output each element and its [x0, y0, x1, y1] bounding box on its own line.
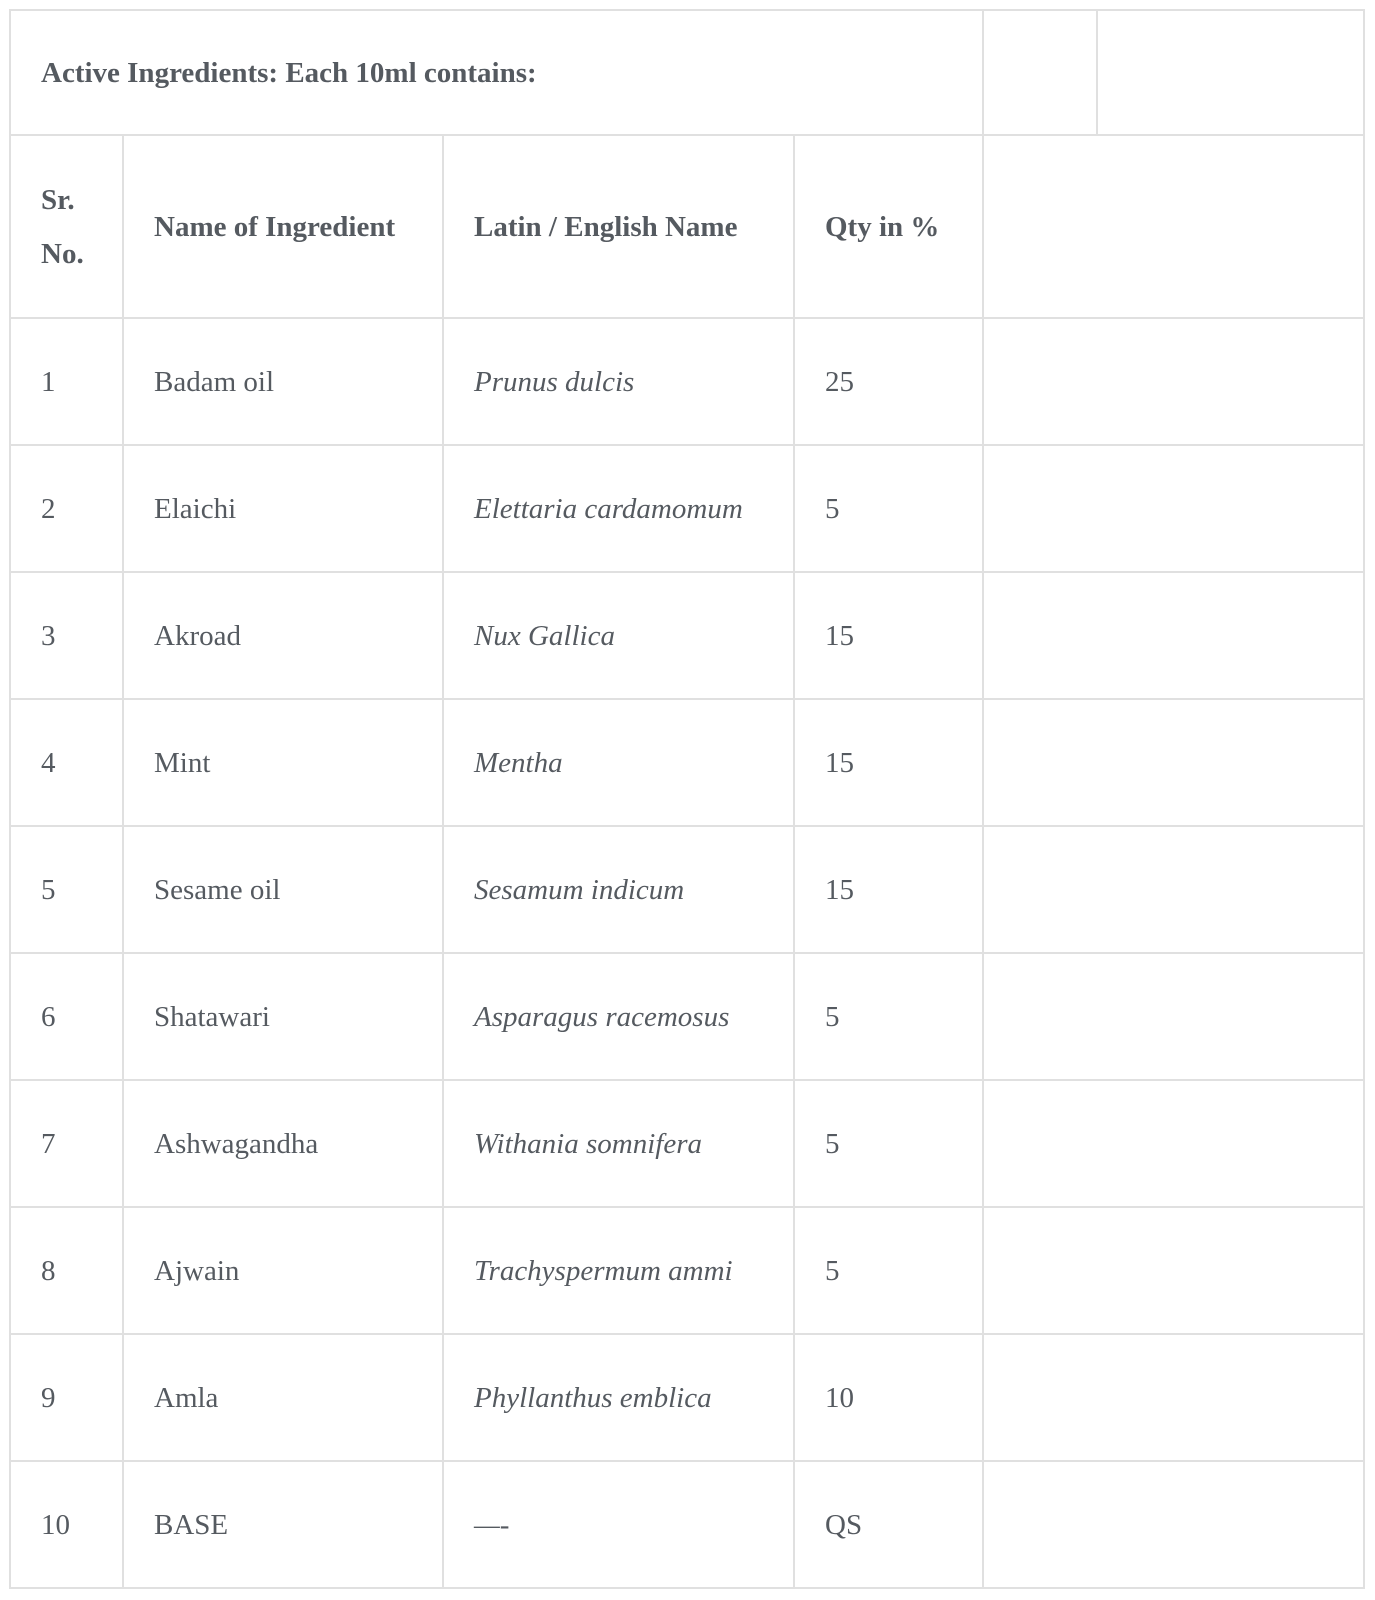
qty-cell: 15	[794, 826, 983, 953]
empty-cell	[983, 1207, 1364, 1334]
title-row	[10, 10, 1364, 135]
ingredient-name-cell: Elaichi	[123, 445, 443, 572]
header-latin-label: Latin / English Name	[474, 210, 738, 243]
qty-cell: 10	[794, 1334, 983, 1461]
empty-cell	[983, 953, 1364, 1080]
qty-cell: 5	[794, 953, 983, 1080]
empty-cell	[1097, 10, 1364, 135]
sr-no-cell: 7	[10, 1080, 123, 1207]
empty-cell	[983, 1080, 1364, 1207]
header-sr-no-label: Sr. No.	[41, 183, 84, 270]
header-name	[123, 135, 443, 318]
latin-name-cell: Nux Gallica	[443, 572, 794, 699]
empty-cell	[983, 1334, 1364, 1461]
table-title-cell	[10, 10, 983, 135]
qty-cell: 5	[794, 1207, 983, 1334]
ingredient-name-cell: Amla	[123, 1334, 443, 1461]
qty-cell: 15	[794, 699, 983, 826]
empty-cell	[983, 572, 1364, 699]
header-qty-label: Qty in %	[825, 210, 940, 243]
table-row	[10, 1461, 1364, 1588]
table-row	[10, 445, 1364, 572]
ingredient-name-cell: Ajwain	[123, 1207, 443, 1334]
header-row	[10, 135, 1364, 318]
table-row	[10, 318, 1364, 445]
ingredient-name-cell: Shatawari	[123, 953, 443, 1080]
latin-name-cell: Elettaria cardamomum	[443, 445, 794, 572]
table-row	[10, 699, 1364, 826]
ingredient-name-cell: BASE	[123, 1461, 443, 1588]
sr-no-cell: 9	[10, 1334, 123, 1461]
table-row	[10, 1080, 1364, 1207]
empty-cell	[983, 10, 1097, 135]
qty-cell: 5	[794, 1080, 983, 1207]
rows-body	[10, 318, 1364, 1588]
latin-name-cell: Asparagus racemosus	[443, 953, 794, 1080]
ingredient-name-cell: Badam oil	[123, 318, 443, 445]
header-qty	[794, 135, 983, 318]
ingredients-table	[9, 9, 1365, 1589]
empty-cell	[983, 135, 1364, 318]
sr-no-cell: 4	[10, 699, 123, 826]
sr-no-cell: 3	[10, 572, 123, 699]
sr-no-cell: 5	[10, 826, 123, 953]
latin-name-cell: —-	[443, 1461, 794, 1588]
sr-no-cell: 8	[10, 1207, 123, 1334]
qty-cell: 25	[794, 318, 983, 445]
ingredient-name-cell: Akroad	[123, 572, 443, 699]
empty-cell	[983, 1461, 1364, 1588]
sr-no-cell: 1	[10, 318, 123, 445]
latin-name-cell: Withania somnifera	[443, 1080, 794, 1207]
header-name-label: Name of Ingredient	[154, 210, 396, 243]
latin-name-cell: Phyllanthus emblica	[443, 1334, 794, 1461]
table-row	[10, 1334, 1364, 1461]
ingredient-name-cell: Ashwagandha	[123, 1080, 443, 1207]
ingredient-name-cell: Mint	[123, 699, 443, 826]
sr-no-cell: 10	[10, 1461, 123, 1588]
table-row	[10, 826, 1364, 953]
latin-name-cell: Trachyspermum ammi	[443, 1207, 794, 1334]
header-latin	[443, 135, 794, 318]
qty-cell: 5	[794, 445, 983, 572]
table-row	[10, 572, 1364, 699]
sr-no-cell: 2	[10, 445, 123, 572]
latin-name-cell: Sesamum indicum	[443, 826, 794, 953]
empty-cell	[983, 445, 1364, 572]
ingredient-name-cell: Sesame oil	[123, 826, 443, 953]
qty-cell: QS	[794, 1461, 983, 1588]
latin-name-cell: Prunus dulcis	[443, 318, 794, 445]
table-title: Active Ingredients: Each 10ml contains:	[41, 56, 537, 89]
empty-cell	[983, 699, 1364, 826]
empty-cell	[983, 318, 1364, 445]
table-row	[10, 953, 1364, 1080]
sr-no-cell: 6	[10, 953, 123, 1080]
empty-cell	[983, 826, 1364, 953]
qty-cell: 15	[794, 572, 983, 699]
header-sr-no	[10, 135, 123, 318]
latin-name-cell: Mentha	[443, 699, 794, 826]
table-row	[10, 1207, 1364, 1334]
